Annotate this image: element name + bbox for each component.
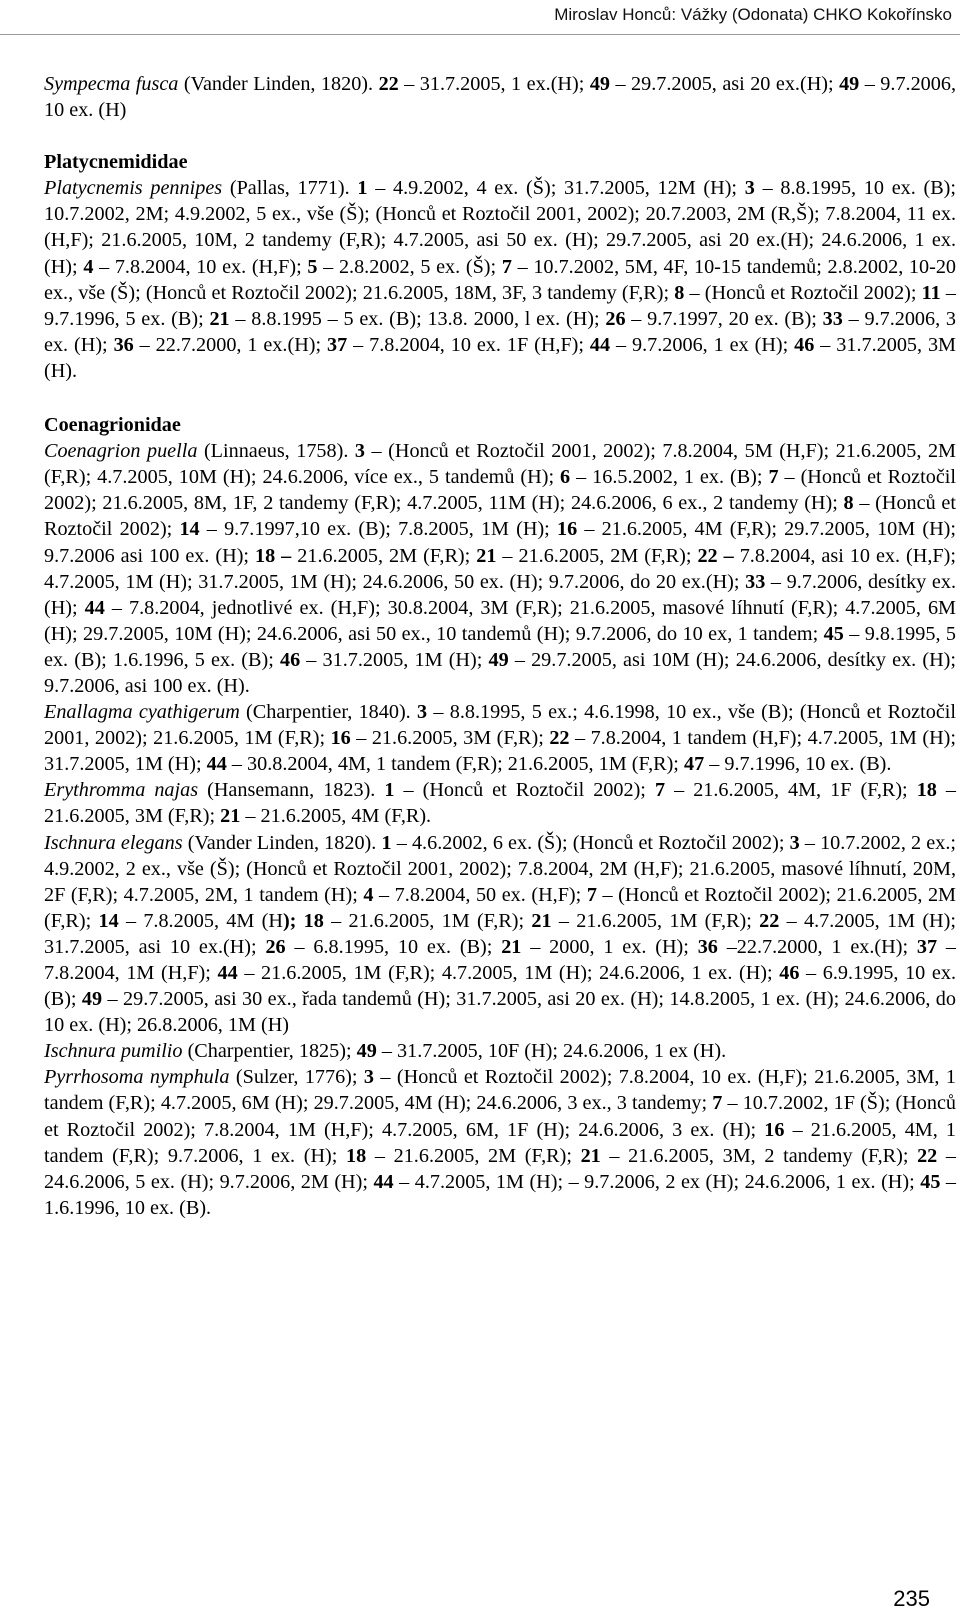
locality-number: 3: [417, 701, 428, 724]
record-text: (Vander Linden, 1820).: [182, 831, 382, 854]
locality-number: 22: [549, 727, 570, 750]
record-text: – 21.6.2005, 1M (F,R);: [323, 909, 532, 932]
record-text: (Hansemann, 1823).: [198, 779, 385, 802]
species-entry: [44, 438, 956, 699]
locality-number: 44: [217, 962, 238, 984]
locality-number: 33: [745, 570, 766, 593]
record-text: – 29.7.2005, asi 10M (H); 24.6.2006, desítky ex. (H); 9.7.2006, asi 100 ex. (H).: [44, 648, 956, 697]
record-text: – 7.8.2005, 4M (H: [118, 909, 283, 932]
locality-number: 1: [381, 831, 392, 854]
locality-number: 44: [206, 753, 227, 776]
locality-number: 37: [916, 935, 938, 958]
locality-number: 16: [330, 727, 351, 750]
locality-number: 5: [307, 255, 318, 278]
record-text: – 1.6.1996, 10 ex. (B).: [44, 1170, 956, 1219]
record-text: – 9.7.2006, 10 ex. (H): [44, 73, 957, 122]
locality-number: 44: [589, 333, 611, 356]
locality-number: 14: [179, 518, 200, 541]
record-text: (Charpentier, 1825);: [182, 1040, 357, 1063]
record-text: (Charpentier, 1840).: [239, 701, 418, 724]
record-text: – 8.8.1995, 5 ex.; 4.6.1998, 10 ex., vše (B); (Honců et Roztočil 2001, 2002); 21.6.2005, 1M (F,R);: [44, 701, 956, 750]
locality-number: 11: [921, 281, 941, 304]
species-entry: [44, 175, 956, 384]
record-text: – 21.6.2005, 2M (F,R);: [366, 1144, 581, 1167]
species-entry: [44, 777, 956, 829]
locality-number: 22: [759, 909, 780, 932]
locality-number: 49: [589, 73, 611, 95]
record-text: – 7.8.2004, 10 ex. 1F (H,F);: [347, 333, 590, 356]
locality-number: 1: [384, 779, 395, 802]
record-text: – 21.6.2005, 4M, 1 tandem (F,R); 9.7.2006, 1 ex. (H);: [44, 1118, 956, 1167]
locality-number: 8: [843, 492, 854, 515]
record-text: (Vander Linden, 1820).: [178, 73, 379, 95]
record-text: – 21.6.2005, 4M (F,R); 29.7.2005, 10M (H); 9.7.2006 asi 100 ex. (H);: [44, 518, 957, 567]
species-entry: [44, 71, 956, 123]
record-text: – 21.6.2005, 3M, 2 tandemy (F,R);: [600, 1144, 918, 1167]
record-text: – 30.8.2004, 4M, 1 tandem (F,R); 21.6.2005, 1M (F,R);: [226, 753, 684, 776]
record-text: – 7.8.2004, 1 tandem (H,F); 4.7.2005, 1M (H); 31.7.2005, 1M (H);: [44, 727, 956, 776]
record-text: – 21.6.2005, 4M, 1F (F,R);: [665, 779, 917, 802]
locality-number: 46: [794, 333, 815, 356]
locality-number: 16: [556, 518, 578, 541]
locality-number: 26: [605, 307, 626, 330]
locality-number: 3: [789, 831, 800, 854]
record-text: – 4.6.2002, 6 ex. (Š); (Honců et Roztočil 2002);: [391, 831, 790, 854]
locality-number: 21: [580, 1144, 601, 1167]
locality-number: 22: [378, 73, 399, 95]
locality-number: 49: [81, 988, 103, 1011]
species-name: Pyrrhosoma nymphula: [44, 1066, 230, 1089]
locality-number: 4: [363, 883, 374, 906]
locality-number: 3: [744, 177, 755, 200]
record-text: – 31.7.2005, 10F (H); 24.6.2006, 1 ex (H).: [376, 1040, 727, 1063]
locality-number: 21: [209, 307, 230, 330]
locality-number: 7: [712, 1092, 723, 1115]
header-rule: [0, 34, 960, 35]
locality-number: 45: [920, 1170, 941, 1193]
record-text: – 9.7.1997,10 ex. (B); 7.8.2005, 1M (H);: [199, 518, 557, 541]
record-text: – 24.6.2006, 5 ex. (H); 9.7.2006, 2M (H);: [44, 1144, 957, 1193]
locality-number: 7: [586, 883, 597, 906]
species-name: Ischnura pumilio: [44, 1040, 183, 1063]
locality-number: 33: [822, 307, 843, 330]
record-text: – 9.7.1996, 10 ex. (B).: [704, 753, 892, 776]
record-text: – (Honců et Roztočil 2002);: [684, 281, 922, 304]
locality-number: 6: [560, 466, 571, 489]
record-text: – 29.7.2005, asi 20 ex.(H);: [610, 73, 840, 95]
record-text: – 9.7.1996, 5 ex. (B);: [44, 281, 957, 330]
record-text: – 9.7.2006, desítky ex. (H);: [44, 570, 956, 619]
record-text: – 9.7.1997, 20 ex. (B);: [625, 307, 823, 330]
locality-number: 21: [501, 935, 522, 958]
species-name: Erythromma najas: [44, 779, 199, 802]
record-text: – 21.6.2005, 1M (F,R); 4.7.2005, 1M (H); 24.6.2006, 1 ex. (H);: [237, 962, 780, 984]
record-text: –22.7.2000, 1 ex.(H);: [717, 935, 917, 958]
page-body: [44, 71, 956, 1221]
locality-number: 8: [674, 281, 685, 304]
record-text: – (Honců et Roztočil 2002); 21.6.2005, 8M, 1F, 2 tandemy (F,R); 4.7.2005, 11M (H); 24.6.2006, 6 ex., 2 tandemy (H);: [44, 466, 956, 515]
record-text: – (Honců et Roztočil 2002);: [44, 492, 956, 541]
locality-number: 21: [476, 544, 497, 567]
species-entry: [44, 830, 956, 1039]
record-text: 7.8.2004, asi 10 ex. (H,F); 4.7.2005, 1M (H); 31.7.2005, 1M (H); 24.6.2006, 50 ex. (H); 9.7.2006, do 20 ex.(H);: [44, 544, 956, 593]
locality-number: 3: [354, 440, 366, 463]
locality-number: 44: [373, 1170, 394, 1193]
record-text: – 9.7.2006, 3 ex. (H);: [44, 307, 957, 356]
locality-number: 46: [779, 962, 800, 984]
locality-number: 47: [683, 753, 705, 776]
species-entry: [44, 1064, 956, 1221]
page-number: 235: [893, 1586, 930, 1611]
locality-number: 1: [357, 177, 368, 200]
family-heading: Platycnemididae: [44, 151, 188, 174]
running-header: Miroslav Honců: Vážky (Odonata) CHKO Kokořínsko: [554, 5, 952, 24]
locality-number: 21: [531, 909, 552, 932]
record-text: – 7.8.2004, 1M (H,F);: [44, 935, 957, 984]
record-text: – 21.6.2005, 4M (F,R).: [240, 805, 432, 828]
locality-number: 21: [220, 805, 241, 828]
record-text: – 10.7.2002, 2 ex.; 4.9.2002, 2 ex., vše (Š); (Honců et Roztočil 2001, 2002); 7.8.2004, 2M (H,F); 21.6.2005, masové líhnutí, 20M, 2F (F,R); 4.7.2005, 2M, 1 tandem (H);: [44, 831, 956, 906]
record-text: – 21.6.2005, 2M (F,R);: [496, 544, 698, 567]
locality-number: 18: [346, 1144, 367, 1167]
locality-number: 16: [764, 1118, 785, 1141]
species-entry: [44, 1038, 956, 1064]
record-text: – 7.8.2004, jednotlivé ex. (H,F); 30.8.2004, 3M (F,R); 21.6.2005, masové líhnutí (F,R); 4.7.2005, 6M (H); 29.7.2005, 10M (H); 24.6.2006, asi 50 ex., 10 tandemů (H); 9.7.2006, do 10 ex, 1 tandem;: [44, 596, 956, 645]
species-name: Enallagma cyathigerum: [44, 701, 240, 724]
record-text: – 6.9.1995, 10 ex. (B);: [44, 962, 956, 1011]
locality-number: 44: [84, 596, 105, 619]
record-text: 21.6.2005, 2M (F,R);: [291, 544, 477, 567]
record-text: – 31.7.2005, 3M (H).: [44, 333, 957, 382]
record-text: (Sulzer, 1776);: [229, 1066, 364, 1089]
locality-number: 18: [916, 779, 937, 802]
locality-number: 36: [697, 935, 718, 958]
record-text: (Pallas, 1771).: [222, 177, 358, 200]
species-name: Ischnura elegans: [44, 831, 183, 854]
locality-number: 49: [488, 648, 509, 671]
locality-number: 7: [501, 255, 512, 278]
locality-number: 7: [654, 779, 666, 802]
record-text: – 2.8.2002, 5 ex. (Š);: [317, 255, 502, 278]
locality-number: 14: [98, 909, 119, 932]
record-text: – 4.7.2005, 1M (H); – 9.7.2006, 2 ex (H); 24.6.2006, 1 ex. (H);: [393, 1170, 921, 1193]
record-text: – 7.8.2004, 50 ex. (H,F);: [373, 883, 587, 906]
record-text: – 4.9.2002, 4 ex. (Š); 31.7.2005, 12M (H);: [367, 177, 745, 200]
locality-number: 22 –: [697, 544, 734, 567]
record-text: – 9.7.2006, 1 ex (H);: [610, 333, 795, 356]
family-heading: Coenagrionidae: [44, 414, 181, 437]
locality-number: 3: [363, 1066, 374, 1089]
locality-number: 49: [839, 73, 860, 95]
record-text: – (Honců et Roztočil 2002); 21.6.2005, 2M (F,R);: [44, 883, 956, 932]
record-text: – 29.7.2005, asi 30 ex., řada tandemů (H); 31.7.2005, asi 20 ex. (H); 14.8.2005, 1 ex. (H); 24.6.2006, do 10 ex. (H); 26.8.2006, 1M (H): [44, 988, 956, 1037]
record-text: – 8.8.1995 – 5 ex. (B); 13.8. 2000, l ex. (H);: [229, 307, 606, 330]
species-name: Platycnemis pennipes: [44, 177, 223, 200]
record-text: – (Honců et Roztočil 2002);: [394, 779, 655, 802]
locality-number: 36: [113, 333, 134, 356]
record-text: – 21.6.2005, 3M (F,R);: [44, 779, 956, 828]
species-name: Sympecma fusca: [44, 73, 179, 95]
record-text: – (Honců et Roztočil 2001, 2002); 7.8.2004, 5M (H,F); 21.6.2005, 2M (F,R); 4.7.2005, 10M (H); 24.6.2006, více ex., 5 tandemů (H);: [44, 440, 956, 489]
record-text: – 22.7.2000, 1 ex.(H);: [133, 333, 328, 356]
record-text: – (Honců et Roztočil 2002); 7.8.2004, 10 ex. (H,F); 21.6.2005, 3M, 1 tandem (F,R); 4.7.2005, 6M (H); 29.7.2005, 4M (H); 24.6.2006, 3 ex., 3 tandemy;: [44, 1066, 956, 1115]
record-text: – 9.8.1995, 5 ex. (B); 1.6.1996, 5 ex. (B);: [44, 622, 957, 671]
locality-number: 46: [279, 648, 301, 671]
record-text: – 10.7.2002, 5M, 4F, 10-15 tandemů; 2.8.2002, 10-20 ex., vše (Š); (Honců et Roztočil 2002); 21.6.2005, 18M, 3F, 3 tandemy (F,R);: [44, 255, 957, 304]
record-text: – 2000, 1 ex. (H);: [521, 935, 698, 958]
locality-number: ); 18: [282, 909, 324, 932]
record-text: – 8.8.1995, 10 ex. (B); 10.7.2002, 2M; 4.9.2002, 5 ex., vše (Š); (Honců et Roztočil 2001, 2002); 20.7.2003, 2M (R,Š); 7.8.2004, 11 ex. (H,F); 21.6.2005, 10M, 2 tandemy (F,R); 4.7.2005, asi 50 ex. (H); 29.7.2005, asi 20 ex.(H); 24.6.2006, 1 ex. (H);: [44, 177, 957, 278]
species-entry: [44, 699, 956, 777]
record-text: – 21.6.2005, 3M (F,R);: [350, 727, 550, 750]
locality-number: 7: [768, 466, 779, 489]
record-text: – 31.7.2005, 1 ex.(H);: [398, 73, 590, 95]
record-text: – 16.5.2002, 1 ex. (B);: [570, 466, 769, 489]
record-text: – 10.7.2002, 1F (Š); (Honců et Roztočil 2002); 7.8.2004, 1M (H,F); 4.7.2005, 6M, 1F (H); 24.6.2006, 3 ex. (H);: [44, 1092, 956, 1141]
locality-number: 26: [265, 935, 286, 958]
record-text: – 21.6.2005, 1M (F,R);: [551, 909, 760, 932]
locality-number: 22: [917, 1144, 938, 1167]
record-text: – 4.7.2005, 1M (H); 31.7.2005, asi 10 ex.(H);: [44, 909, 956, 958]
record-text: (Linnaeus, 1758).: [197, 440, 355, 463]
locality-number: 45: [823, 622, 844, 645]
record-text: – 6.8.1995, 10 ex. (B);: [285, 935, 502, 958]
record-text: – 7.8.2004, 10 ex. (H,F);: [93, 255, 308, 278]
species-name: Coenagrion puella: [44, 440, 198, 463]
locality-number: 18 –: [255, 544, 292, 567]
locality-number: 49: [356, 1040, 377, 1063]
locality-number: 37: [327, 333, 348, 356]
locality-number: 4: [83, 255, 94, 278]
record-text: – 31.7.2005, 1M (H);: [300, 648, 489, 671]
